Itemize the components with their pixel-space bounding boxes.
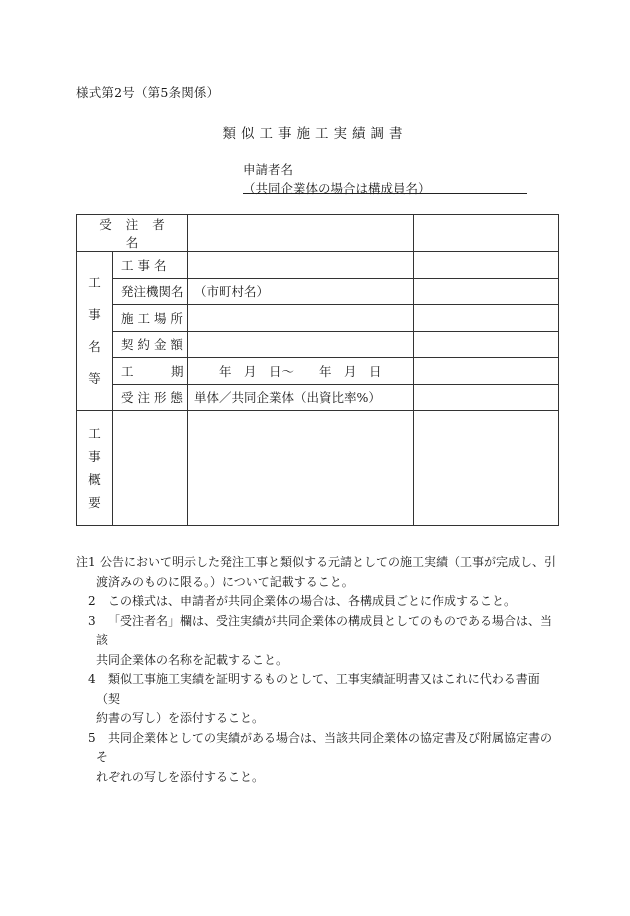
group-label-char: 等 [88,371,101,386]
row-label: 施 工 場 所 [113,305,188,332]
row-value[interactable]: （市町村名） [188,278,414,305]
note-text-cont: 約書の写し）を添付すること。 [96,711,265,725]
row-value[interactable] [188,305,414,332]
note-number: 注1 [76,555,96,569]
contractor-extra-cell[interactable] [414,215,559,252]
applicant-signature-line[interactable] [243,193,527,194]
summary-label-char: 工 [88,426,101,441]
summary-extra-cell[interactable] [414,411,559,526]
contractor-label: 受注者名 [77,215,188,252]
note-item [76,592,558,612]
row-label: 受 注 形 態 [113,384,188,411]
note-text-cont: 渡済みのものに限る。）について記載すること。 [96,574,354,589]
contractor-value-cell[interactable] [188,215,414,252]
note-text: 共同企業体としての実績がある場合は、当該共同企業体の協定書及び附属協定書のそ [96,730,553,764]
row-extra[interactable] [414,384,559,411]
row-value[interactable] [188,252,414,279]
note-text: 類似工事施工実績を証明するものとして、工事実績証明書又はこれに代わる書面（契 [96,672,540,706]
row-extra[interactable] [414,252,559,279]
row-value[interactable] [188,331,414,358]
summary-sub-cell[interactable] [113,411,188,526]
note-number: 5 [88,730,96,745]
table-row [77,358,559,385]
group-label-char: 事 [88,307,101,322]
form-number: 様式第2号（第5条関係） [76,85,220,100]
row-extra[interactable] [414,358,559,385]
work-group-label [77,252,113,411]
note-text: この様式は、申請者が共同企業体の場合は、各構成員ごとに作成すること。 [108,594,517,608]
notes-section [76,553,558,787]
row-extra[interactable] [414,278,559,305]
note-text-cont: れぞれの写しを添付すること。 [96,769,265,784]
applicant-note: （共同企業体の場合は構成員名） [243,181,431,196]
note-text-cont: 共同企業体の名称を記載すること。 [96,652,289,667]
contractor-row [77,215,559,252]
note-item [76,729,558,788]
row-label: 発注機関名 [113,278,188,305]
row-label: 契 約 金 額 [113,331,188,358]
row-label: 工 期 [113,358,188,385]
summary-label-char: 概 [88,472,101,487]
summary-value-cell[interactable] [188,411,414,526]
group-label-char: 工 [88,275,101,290]
row-extra[interactable] [414,331,559,358]
note-number: 3 [88,613,96,628]
table-row [77,278,559,305]
note-item [76,553,558,592]
summary-label [77,411,113,526]
note-item [76,612,558,671]
table-row [77,331,559,358]
summary-label-char: 事 [88,449,101,464]
row-value[interactable]: 年 月 日〜 年 月 日 [188,358,414,385]
summary-label-char: 要 [88,495,101,510]
row-label: 工 事 名 [113,252,188,279]
note-item [76,670,558,729]
record-table [76,214,559,526]
table-row [77,384,559,411]
document-title: 類似工事施工実績調書 [222,126,408,142]
row-extra[interactable] [414,305,559,332]
note-text: 「受注者名」欄は、受注実績が共同企業体の構成員としてのものである場合は、当該 [96,613,553,647]
row-value[interactable]: 単体／共同企業体（出資比率%） [188,384,414,411]
note-number: 4 [88,672,96,686]
table-row [77,305,559,332]
applicant-label: 申請者名 [243,162,294,177]
summary-row [77,411,559,526]
note-number: 2 [88,594,96,608]
table-row [77,252,559,279]
note-text: 公告において明示した発注工事と類似する元請としての施工実績（工事が完成し、引 [100,555,557,569]
group-label-char: 名 [88,339,101,354]
